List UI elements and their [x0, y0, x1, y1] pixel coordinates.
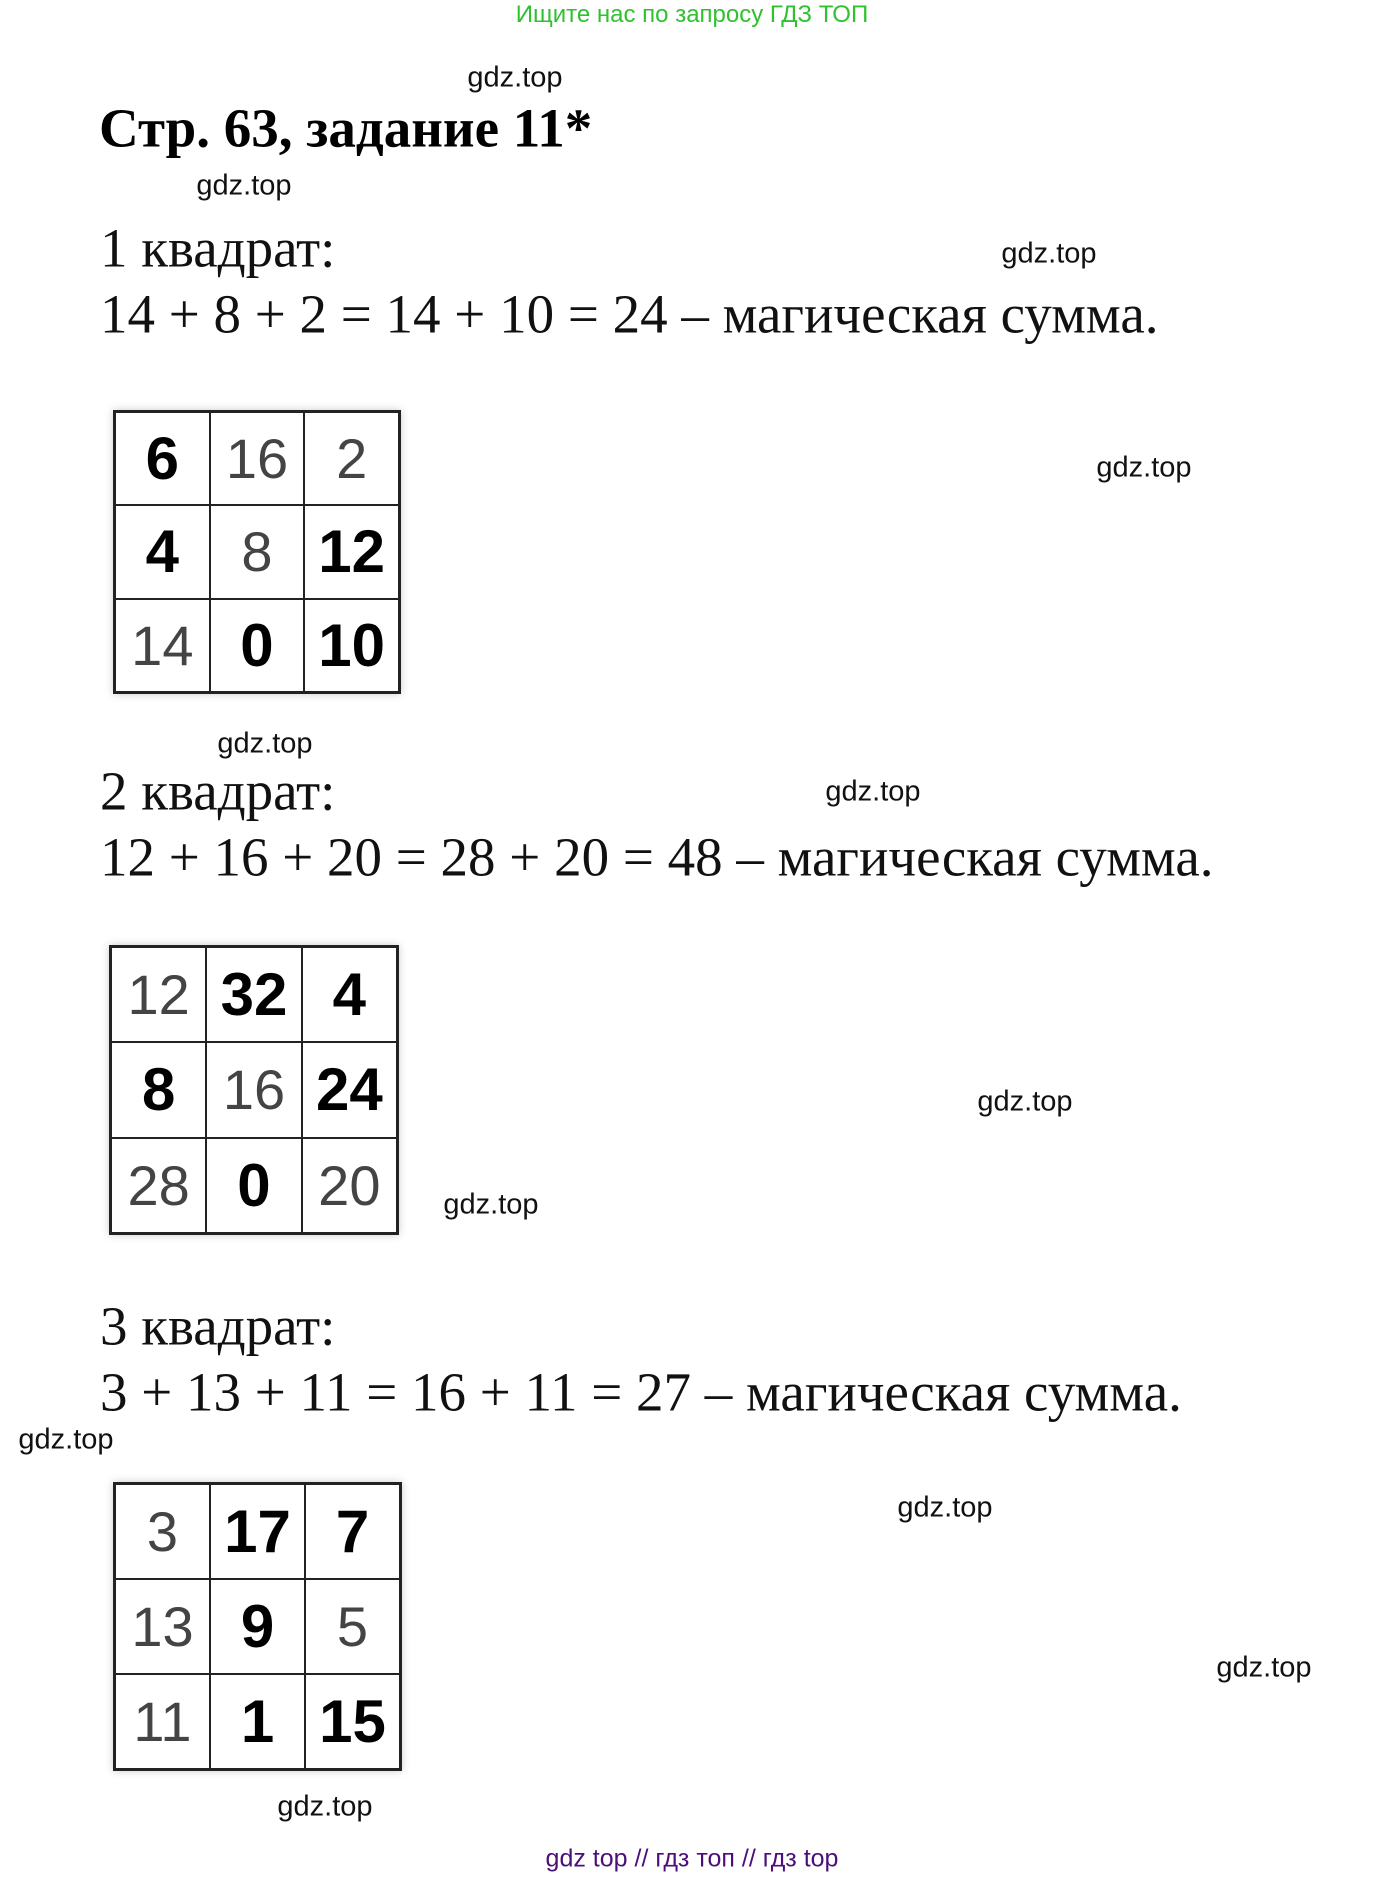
watermark: gdz.top [217, 727, 313, 760]
watermark: gdz.top [196, 169, 292, 202]
square-cell: 12 [111, 947, 206, 1042]
square-cell: 15 [305, 1674, 400, 1769]
watermark: gdz.top [825, 775, 921, 808]
square-cell: 20 [302, 1138, 397, 1233]
square-cell: 3 [115, 1484, 210, 1579]
square-cell: 10 [304, 599, 399, 692]
search-banner[interactable]: Ищите нас по запросу ГДЗ ТОП [515, 1, 869, 28]
square-cell: 7 [305, 1484, 400, 1579]
watermark: gdz.top [18, 1423, 114, 1456]
watermark: gdz.top [467, 61, 563, 94]
square-cell: 1 [210, 1674, 305, 1769]
footer-links[interactable]: gdz top // гдз топ // гдз top [545, 1844, 839, 1873]
square-cell: 28 [111, 1138, 206, 1233]
magic-square-1 [113, 410, 401, 694]
square-cell: 24 [302, 1042, 397, 1137]
section-2-equation: 12 + 16 + 20 = 28 + 20 = 48 – магическая сумма. [100, 826, 1214, 888]
section-1-equation: 14 + 8 + 2 = 14 + 10 = 24 – магическая сумма. [100, 283, 1159, 345]
page-title: Стр. 63, задание 11* [99, 97, 593, 159]
square-cell: 5 [305, 1579, 400, 1674]
watermark: gdz.top [1216, 1651, 1312, 1684]
square-cell: 8 [210, 505, 305, 598]
square-cell: 13 [115, 1579, 210, 1674]
square-cell: 14 [115, 599, 210, 692]
square-cell: 16 [210, 412, 305, 505]
square-cell: 12 [304, 505, 399, 598]
square-cell: 32 [206, 947, 301, 1042]
square-cell: 11 [115, 1674, 210, 1769]
watermark: gdz.top [277, 1790, 373, 1823]
section-2-label: 2 квадрат: [100, 760, 336, 822]
section-3-equation: 3 + 13 + 11 = 16 + 11 = 27 – магическая сумма. [100, 1361, 1182, 1423]
magic-square-2 [109, 945, 399, 1235]
watermark: gdz.top [897, 1491, 993, 1524]
watermark: gdz.top [443, 1188, 539, 1221]
square-cell: 0 [210, 599, 305, 692]
watermark: gdz.top [1001, 237, 1097, 270]
magic-square-3 [113, 1482, 402, 1771]
square-cell: 4 [302, 947, 397, 1042]
square-cell: 4 [115, 505, 210, 598]
watermark: gdz.top [1096, 451, 1192, 484]
section-1-label: 1 квадрат: [100, 217, 336, 279]
square-cell: 16 [206, 1042, 301, 1137]
square-cell: 6 [115, 412, 210, 505]
watermark: gdz.top [977, 1085, 1073, 1118]
square-cell: 9 [210, 1579, 305, 1674]
square-cell: 8 [111, 1042, 206, 1137]
section-3-label: 3 квадрат: [100, 1295, 336, 1357]
square-cell: 0 [206, 1138, 301, 1233]
square-cell: 17 [210, 1484, 305, 1579]
square-cell: 2 [304, 412, 399, 505]
